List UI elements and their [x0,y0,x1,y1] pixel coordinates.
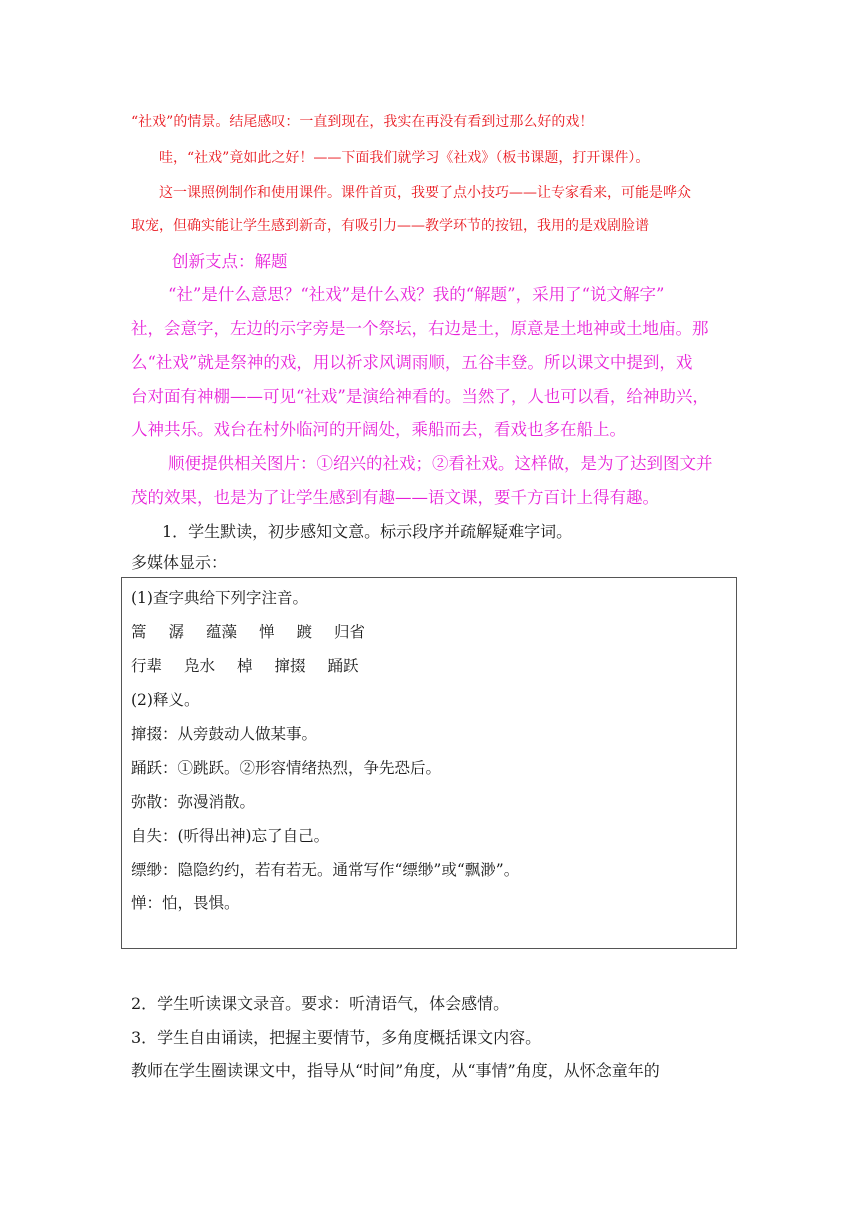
vocab-word: 凫水 [184,657,216,675]
innovation-para1-line: 么“社戏”就是祭神的戏，用以祈求风调雨顺，五谷丰登。所以课文中提到，戏 [131,353,693,372]
intro-line-3: 这一课照例制作和使用课件。课件首页，我要了点小技巧——让专家看来，可能是哗众 [159,185,691,201]
vocab-word: 棹 [237,657,253,675]
teacher-guidance: 教师在学生圈读课文中，指导从“时间”角度，从“事情”角度，从怀念童年的 [131,1061,660,1080]
box-question-2: (2)释义。 [131,691,200,709]
innovation-para1-line: 人神共乐。戏台在村外临河的开阔处，乘船而去，看戏也多在船上。 [131,420,626,439]
vocab-word: 行辈 [131,657,163,675]
innovation-para1-line: 社，会意字，左边的示字旁是一个祭坛，右边是土，原意是土地神或土地庙。那 [131,319,709,338]
multimedia-box [121,577,737,949]
innovation-heading: 创新支点：解题 [172,252,288,271]
innovation-para2-line: 顺便提供相关图片：①绍兴的社戏；②看社戏。这样做，是为了达到图文并 [168,454,713,473]
definition: 自失：(听得出神)忘了自己。 [131,827,330,845]
innovation-para1-line: 台对面有神棚——可见“社戏”是演给神看的。当然了，人也可以看，给神助兴， [131,387,709,406]
vocab-word: 潺 [168,623,185,641]
vocab-word: 归省 [334,623,366,641]
step-2: 2．学生听读课文录音。要求：听清语气，体会感情。 [131,994,510,1013]
step-3: 3．学生自由诵读，把握主要情节，多角度概括课文内容。 [131,1028,542,1047]
vocab-word: 撺掇 [274,657,306,675]
vocab-word: 篙 [131,623,147,641]
intro-line-1: “社戏”的情景。结尾感叹：一直到现在，我实在再没有看到过那么好的戏！ [131,114,594,130]
multimedia-label: 多媒体显示： [131,553,228,572]
box-question-1: (1)查字典给下列字注音。 [131,589,308,607]
innovation-para1-line: “社”是什么意思？“社戏”是什么戏？我的“解题”，采用了“说文解字” [168,285,665,304]
intro-line-2: 哇，“社戏”竟如此之好！——下面我们就学习《社戏》（板书课题，打开课件）。 [159,150,650,166]
vocab-word: 惮 [259,623,275,641]
intro-line-4: 取宠，但确实能让学生感到新奇，有吸引力——教学环节的按钮，我用的是戏剧脸谱 [131,218,649,234]
pinyin-row-1 [131,620,365,642]
innovation-para2-line: 茂的效果，也是为了让学生感到有趣——语文课，要千方百计上得有趣。 [131,488,659,507]
definition: 惮：怕，畏惧。 [131,894,240,912]
step-1: 1．学生默读，初步感知文意。标示段序并疏解疑难字词。 [162,522,573,541]
vocab-word: 踊跃 [327,657,359,675]
definition: 撺掇：从旁鼓动人做某事。 [131,725,318,743]
definition: 缥缈：隐隐约约，若有若无。通常写作“缥缈”或“飘渺”。 [131,861,520,879]
definition: 弥散：弥漫消散。 [131,793,256,811]
definition: 踊跃：①跳跃。②形容情绪热烈，争先恐后。 [131,759,442,777]
pinyin-row-2 [131,654,359,676]
vocab-word: 蕴藻 [206,623,238,641]
vocab-word: 踱 [296,623,313,641]
